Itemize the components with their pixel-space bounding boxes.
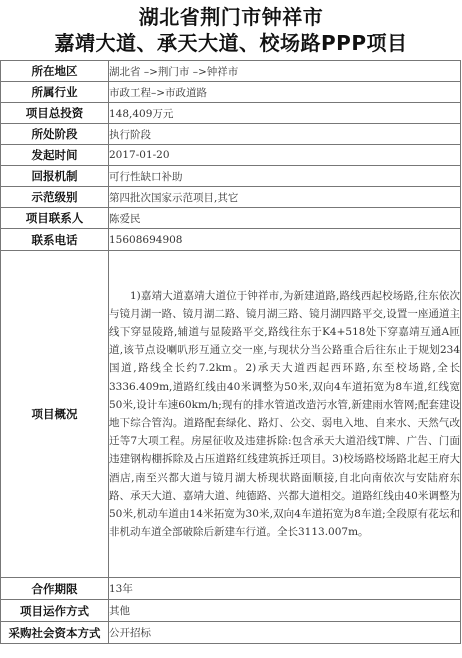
project-info-table: [0, 60, 461, 644]
table-row: [1, 600, 461, 622]
row-label-phone: 联系电话: [1, 229, 109, 251]
row-label-start-date: 发起时间: [1, 145, 109, 166]
title-line-2: 嘉靖大道、承天大道、校场路PPP项目: [54, 31, 408, 55]
table-row: [1, 208, 461, 229]
row-value-term: 13年: [109, 578, 461, 600]
table-row: [1, 578, 461, 600]
table-row: [1, 103, 461, 124]
row-label-overview: 项目概况: [1, 251, 109, 578]
row-label-return-mechanism: 回报机制: [1, 166, 109, 187]
row-value-return-mechanism: 可行性缺口补助: [109, 166, 461, 187]
row-label-region: 所在地区: [1, 61, 109, 82]
row-label-contact: 项目联系人: [1, 208, 109, 229]
row-label-term: 合作期限: [1, 578, 109, 600]
table-row: [1, 187, 461, 208]
row-value-start-date: 2017-01-20: [109, 145, 461, 166]
row-label-investment: 项目总投资: [1, 103, 109, 124]
table-row: [1, 82, 461, 103]
table-row: [1, 124, 461, 145]
table-row: [1, 145, 461, 166]
document-title: [0, 0, 462, 60]
table-row: [1, 622, 461, 644]
row-value-overview: [109, 251, 461, 578]
overview-text: 1)嘉靖大道嘉靖大道位于钟祥市,为新建道路,路线西起校场路,往东依次与镜月湖一路、镜月湖二路、镜月湖三路、镜月湖四路平交,设置一座通道主线下穿显陵路,辅道与显陵路平交,路线往东于K4+518处下穿嘉靖互通A匝道,该节点设喇叭形互通立交一座,与现状分当公路重合后往东止于规划234国道,路线全长约7.2km。2)承天大道西起西环路,东至校场路,全长3336.409m,道路红线由40米调整为50米,双向4车道拓宽为8车道,红线宽50米,设计车速60km/h;现有的排水管道改造污水管,新建雨水管网;配套建设地下综合管沟。道路配套绿化、路灯、公交、弱电入地、自来水、天然气改迁等7大项工程。房屋征收及违建拆除:包含承天大道沿线T牌、广告、门面违建钢构棚拆除及占压道路红线建筑拆迁项目。3)校场路校场路北起王府大酒店,南至兴都大道与镜月湖大桥现状路面顺接,自北向南依次与安陆府东路、承天大道、嘉靖大道、纯德路、兴都大道相交。道路红线由40米调整为50米,机动车道由14米拓宽为30米,双向4车道拓宽为8车道;全段原有花坛和非机动车道全部破除后新建车行道。全长3113.007m。: [109, 289, 460, 539]
row-label-procurement: 采购社会资本方式: [1, 622, 109, 644]
row-value-phone: 15608694908: [109, 229, 461, 251]
row-value-contact: 陈爱民: [109, 208, 461, 229]
table-row: [1, 229, 461, 251]
row-value-region: 湖北省 –>荆门市 –>钟祥市: [109, 61, 461, 82]
row-label-industry: 所属行业: [1, 82, 109, 103]
row-label-stage: 所处阶段: [1, 124, 109, 145]
row-value-procurement: 公开招标: [109, 622, 461, 644]
row-value-stage: 执行阶段: [109, 124, 461, 145]
row-value-industry: 市政工程–>市政道路: [109, 82, 461, 103]
row-label-demo-level: 示范级别: [1, 187, 109, 208]
table-row-overview: [1, 251, 461, 578]
row-value-demo-level: 第四批次国家示范项目,其它: [109, 187, 461, 208]
row-label-operation-mode: 项目运作方式: [1, 600, 109, 622]
row-value-operation-mode: 其他: [109, 600, 461, 622]
table-row: [1, 61, 461, 82]
table-row: [1, 166, 461, 187]
row-value-investment: 148,409万元: [109, 103, 461, 124]
title-line-1: 湖北省荆门市钟祥市: [138, 5, 324, 29]
